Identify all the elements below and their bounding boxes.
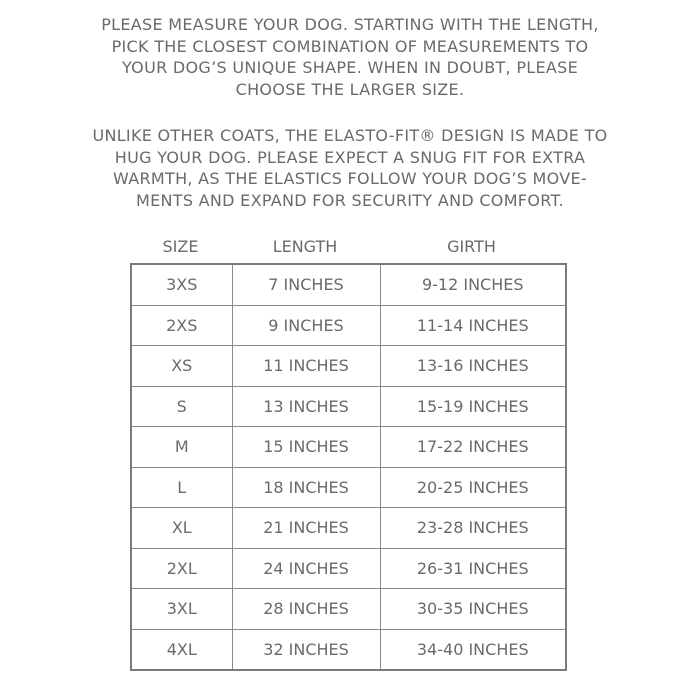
column-header-size: SIZE bbox=[162, 237, 199, 256]
table-row bbox=[131, 508, 566, 549]
girth-cell: 20-25 INCHES bbox=[380, 467, 566, 508]
size-cell: 2XS bbox=[131, 305, 232, 346]
length-cell: 13 INCHES bbox=[232, 386, 380, 427]
instruction-line: PICK THE CLOSEST COMBINATION OF MEASUREMENTS TO bbox=[111, 36, 589, 56]
size-cell: 3XS bbox=[131, 264, 232, 305]
table-row bbox=[131, 305, 566, 346]
length-cell: 24 INCHES bbox=[232, 548, 380, 589]
length-cell: 15 INCHES bbox=[232, 427, 380, 468]
size-cell: 3XL bbox=[131, 589, 232, 630]
instruction-line: CHOOSE THE LARGER SIZE. bbox=[235, 80, 465, 100]
table-row bbox=[131, 629, 566, 670]
size-chart-table bbox=[130, 263, 567, 671]
fit-note-line: WARMTH, AS THE ELASTICS FOLLOW YOUR DOG’S MOVE- bbox=[112, 169, 588, 189]
measuring-instructions bbox=[60, 14, 640, 101]
table-row bbox=[131, 427, 566, 468]
column-header-length: LENGTH bbox=[272, 237, 338, 256]
table-row bbox=[131, 264, 566, 305]
length-cell: 28 INCHES bbox=[232, 589, 380, 630]
girth-cell: 13-16 INCHES bbox=[380, 346, 566, 387]
table-row bbox=[131, 467, 566, 508]
girth-cell: 30-35 INCHES bbox=[380, 589, 566, 630]
girth-cell: 15-19 INCHES bbox=[380, 386, 566, 427]
fit-note-line: UNLIKE OTHER COATS, THE ELASTO-FIT® DESIGN IS MADE TO bbox=[92, 126, 608, 145]
size-cell: 4XL bbox=[131, 629, 232, 670]
girth-cell: 11-14 INCHES bbox=[380, 305, 566, 346]
length-cell: 32 INCHES bbox=[232, 629, 380, 670]
size-cell: 2XL bbox=[131, 548, 232, 589]
table-row bbox=[131, 386, 566, 427]
girth-cell: 17-22 INCHES bbox=[380, 427, 566, 468]
fit-note-line: MENTS AND EXPAND FOR SECURITY AND COMFORT. bbox=[135, 191, 565, 211]
length-cell: 21 INCHES bbox=[232, 508, 380, 549]
size-cell: XL bbox=[131, 508, 232, 549]
fit-note bbox=[60, 125, 640, 212]
length-cell: 9 INCHES bbox=[232, 305, 380, 346]
table-row bbox=[131, 548, 566, 589]
length-cell: 18 INCHES bbox=[232, 467, 380, 508]
instruction-line: PLEASE MEASURE YOUR DOG. STARTING WITH THE LENGTH, bbox=[101, 15, 599, 34]
length-cell: 11 INCHES bbox=[232, 346, 380, 387]
size-cell: XS bbox=[131, 346, 232, 387]
girth-cell: 9-12 INCHES bbox=[380, 264, 566, 305]
size-cell: L bbox=[131, 467, 232, 508]
girth-cell: 26-31 INCHES bbox=[380, 548, 566, 589]
instruction-line: YOUR DOG’S UNIQUE SHAPE. WHEN IN DOUBT, PLEASE bbox=[121, 58, 579, 78]
girth-cell: 23-28 INCHES bbox=[380, 508, 566, 549]
table-row bbox=[131, 589, 566, 630]
fit-note-line: HUG YOUR DOG. PLEASE EXPECT A SNUG FIT FOR EXTRA bbox=[114, 147, 586, 167]
size-cell: S bbox=[131, 386, 232, 427]
table-row bbox=[131, 346, 566, 387]
size-cell: M bbox=[131, 427, 232, 468]
length-cell: 7 INCHES bbox=[232, 264, 380, 305]
girth-cell: 34-40 INCHES bbox=[380, 629, 566, 670]
column-header-girth: GIRTH bbox=[447, 237, 496, 256]
